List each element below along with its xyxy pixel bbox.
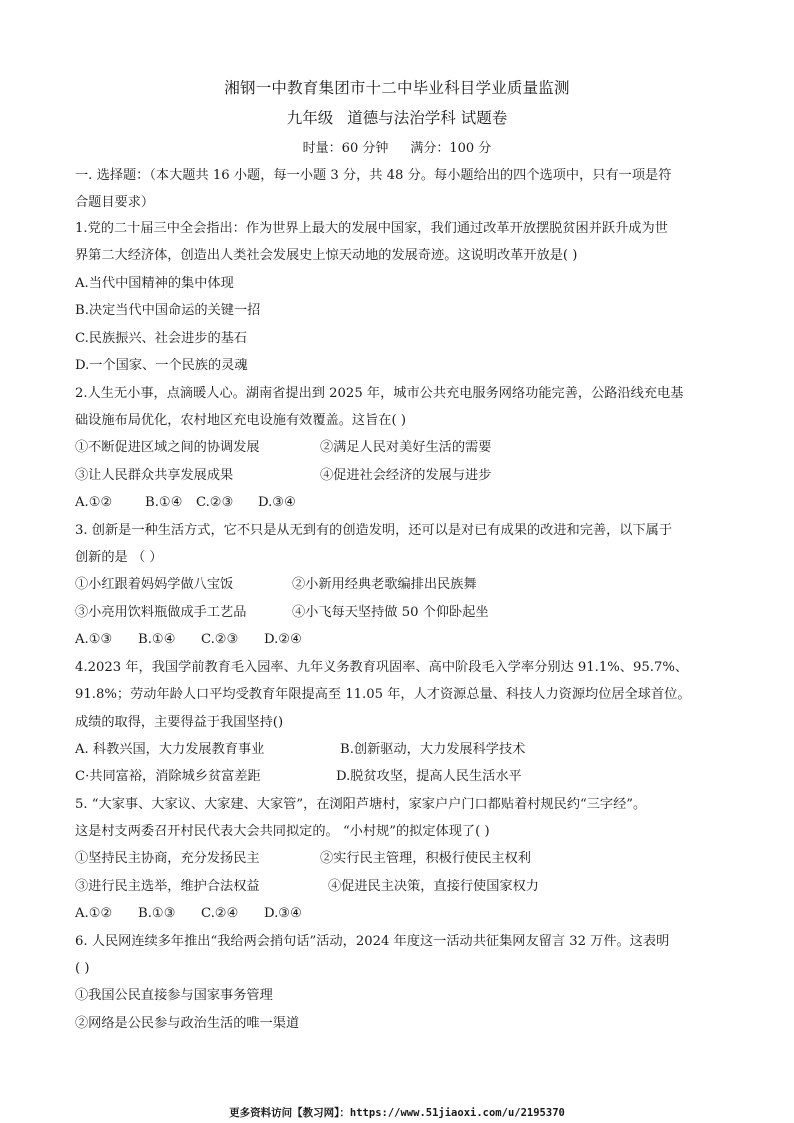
statement-4: ④小飞每天坚持做 50 个仰卧起坐 xyxy=(292,605,489,620)
option-b: B.创新驱动，大力发展科学技术 xyxy=(340,742,526,757)
option-c: C.②③ xyxy=(196,495,234,510)
question-stem: 6. 人民网连续多年推出“我给两会捎句话”活动，2024 年度这一活动共征集网友留言 32 万件。这表明 xyxy=(75,934,670,949)
option-a: A.①② xyxy=(75,495,113,510)
option-a: A.①③ xyxy=(75,632,113,647)
option-d: D.③④ xyxy=(264,906,302,921)
statement-1: ①坚持民主协商，充分发扬民主 xyxy=(75,851,260,866)
option-d: D.脱贫攻坚，提高人民生活水平 xyxy=(336,769,522,784)
option-c: C·共同富裕，消除城乡贫富差距 xyxy=(75,769,261,784)
exam-title: 湘钢一中教育集团市十二中毕业科目学业质量监测 xyxy=(224,79,570,97)
section-instruction-line: 一. 选择题：（本大题共 16 小题，每一小题 3 分，共 48 分。每小题给出的四个选项中，只有一项是符 xyxy=(75,168,672,183)
question-stem: ( ) xyxy=(75,961,90,976)
option-d: D.③④ xyxy=(258,495,296,510)
question-stem: 4.2023 年，我国学前教育毛入园率、九年义务教育巩固率、高中阶段毛入学率分别达 91.1%、95.7%、 xyxy=(75,660,689,675)
statement-3: ③进行民主选举，维护合法权益 xyxy=(75,879,260,894)
question-stem: 这是村支两委召开村民代表大会共同拟定的。 “小村规”的拟定体现了( ) xyxy=(75,824,490,839)
time-limit: 时量：60 分钟 xyxy=(302,141,389,156)
statement-1: ①我国公民直接参与国家事务管理 xyxy=(75,988,273,1003)
option-c: C.②④ xyxy=(201,906,239,921)
statement-1: ①小红跟着妈妈学做八宝饭 xyxy=(75,577,234,592)
statement-2: ②实行民主管理，积极行使民主权利 xyxy=(320,851,531,866)
question-stem: 界第二大经济体，创造出人类社会发展史上惊天动地的发展奇迹。这说明改革开放是( ) xyxy=(75,248,578,263)
exam-meta xyxy=(0,137,794,156)
question-stem: 成绩的取得，主要得益于我国坚持() xyxy=(75,715,284,730)
statement-2: ②满足人民对美好生活的需要 xyxy=(320,440,492,455)
statement-3: ③让人民群众共享发展成果 xyxy=(75,468,234,483)
option-a: A. 科教兴国，大力发展教育事业 xyxy=(75,742,265,757)
statement-4: ④促进民主决策，直接行使国家权力 xyxy=(328,879,539,894)
statement-4: ④促进社会经济的发展与进步 xyxy=(320,468,492,483)
footer-promo xyxy=(0,1105,794,1120)
option-a: A.当代中国精神的集中体现 xyxy=(75,276,234,291)
option-c: C.民族振兴、社会进步的基石 xyxy=(75,331,248,346)
question-stem: 础设施布局优化，农村地区充电设施有效覆盖。这旨在( ) xyxy=(75,413,406,428)
exam-subtitle xyxy=(0,106,794,128)
option-b: B.①④ xyxy=(138,632,176,647)
question-stem: 创新的是 （ ） xyxy=(75,550,163,565)
option-c: C.②③ xyxy=(201,632,239,647)
question-stem: 1.党的二十届三中全会指出：作为世界上最大的发展中国家，我们通过改革开放摆脱贫困并跃升成为世 xyxy=(75,221,668,236)
option-a: A.①② xyxy=(75,906,113,921)
question-stem: 2.人生无小事，点滴暖人心。湖南省提出到 2025 年，城市公共充电服务网络功能完善，公路沿线充电基 xyxy=(75,386,684,401)
option-b: B.决定当代中国命运的关键一招 xyxy=(75,303,261,318)
option-b: B.①③ xyxy=(138,906,176,921)
statement-1: ①不断促进区域之间的协调发展 xyxy=(75,440,260,455)
statement-3: ③小亮用饮料瓶做成手工艺品 xyxy=(75,605,247,620)
option-d: D.一个国家、一个民族的灵魂 xyxy=(75,358,248,373)
question-stem: 3. 创新是一种生活方式，它不只是从无到有的创造发明，还可以是对已有成果的改进和完善，以下属于 xyxy=(75,523,673,538)
footer-link[interactable]: https://www.51jiaoxi.com/u/2195370 xyxy=(349,1107,565,1119)
question-stem: 5. “大家事、大家议、大家建、大家管”，在浏阳芦塘村，家家户户门口都贴着村规民约“三字经”。 xyxy=(75,797,647,812)
full-score: 满分：100 分 xyxy=(410,141,492,156)
statement-2: ②网络是公民参与政治生活的唯一渠道 xyxy=(75,1016,300,1031)
footer-prefix: 更多资料访问【教习网】： xyxy=(229,1107,350,1119)
subject-label: 道德与法治学科 试题卷 xyxy=(347,109,508,127)
question-stem: 91.8%；劳动年龄人口平均受教育年限提高至 11.05 年，人才资源总量、科技人力资源均位居全球首位。 xyxy=(75,687,691,702)
section-instruction-line: 合题目要求） xyxy=(75,195,155,210)
grade-label: 九年级 xyxy=(286,109,334,127)
statement-2: ②小新用经典老歌编排出民族舞 xyxy=(292,577,477,592)
option-d: D.②④ xyxy=(264,632,302,647)
option-b: B.①④ xyxy=(145,495,183,510)
